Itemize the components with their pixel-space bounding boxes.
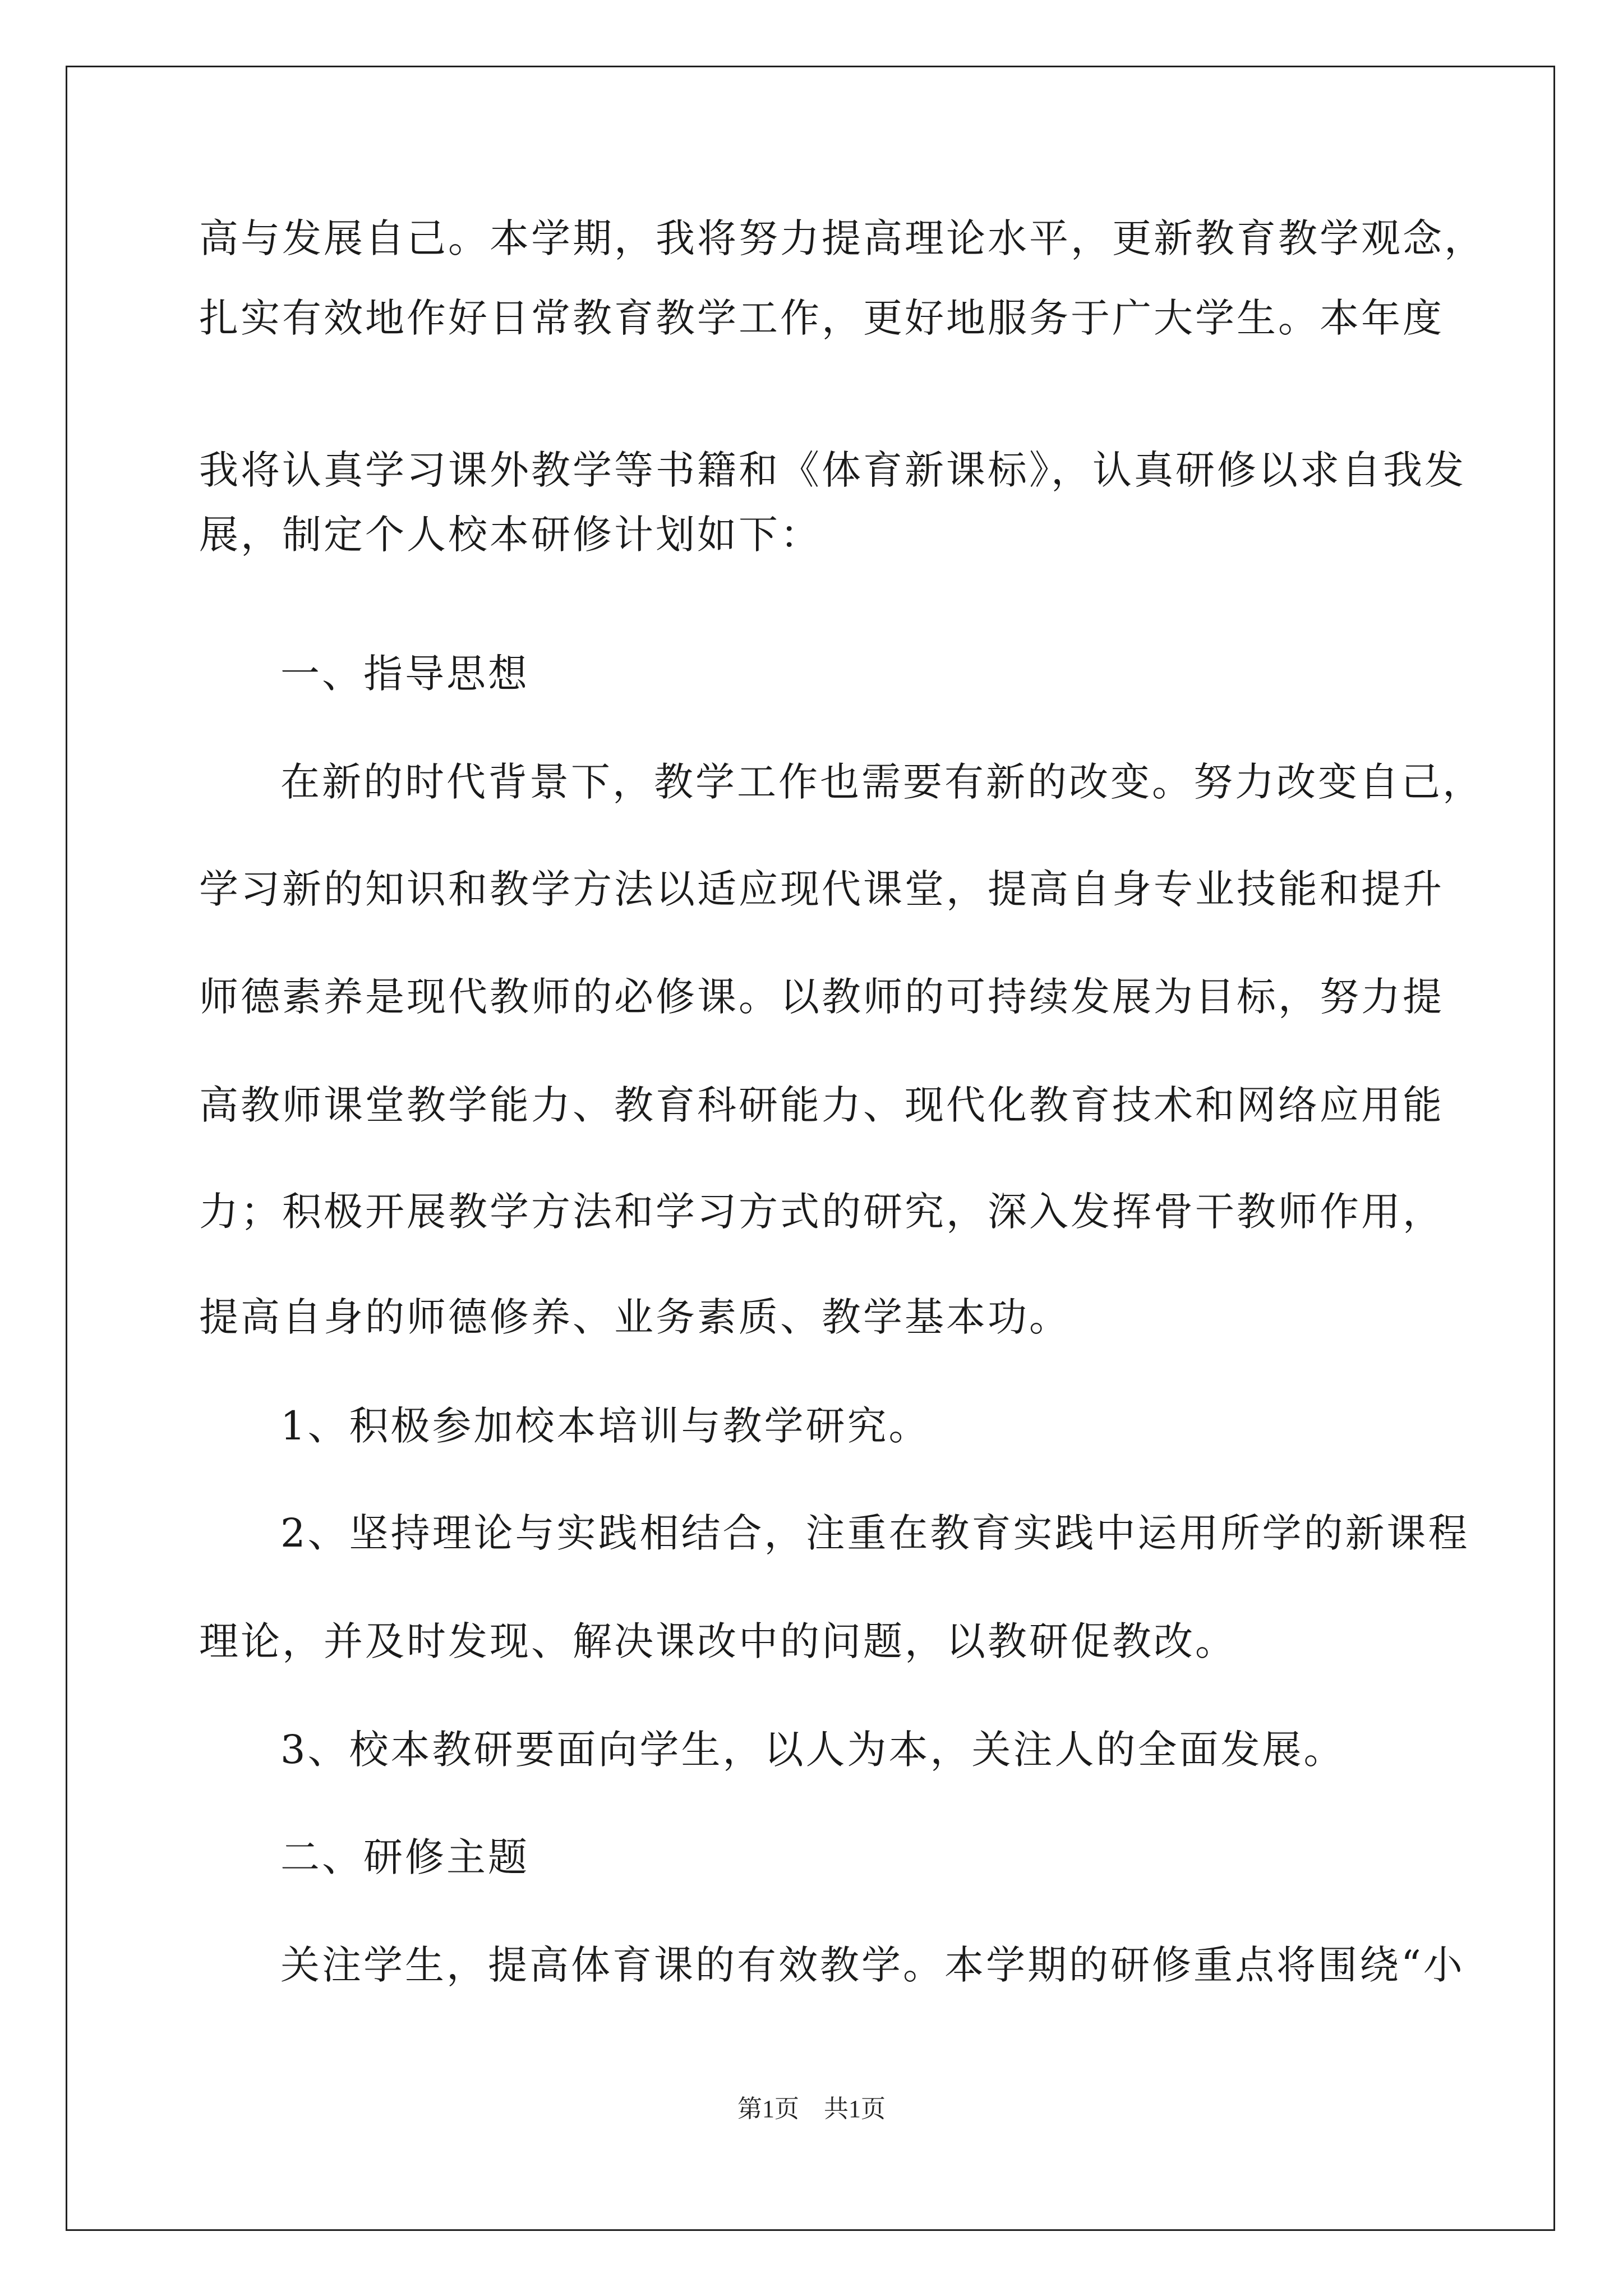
text-line: 学习新的知识和教学方法以适应现代课堂，提高自身专业技能和提升 bbox=[199, 866, 1444, 912]
page-frame bbox=[66, 66, 1555, 2231]
text-line: 力；积极开展教学方法和学习方式的研究，深入发挥骨干教师作用， bbox=[199, 1189, 1444, 1235]
section-heading: 一、指导思想 bbox=[280, 651, 529, 697]
text-line: 展，制定个人校本研修计划如下： bbox=[199, 512, 822, 558]
text-line: 我将认真学习课外教学等书籍和《体育新课标》，认真研修以求自我发 bbox=[199, 447, 1466, 493]
text-line: 师德素养是现代教师的必修课。以教师的可持续发展为目标，努力提 bbox=[199, 974, 1444, 1020]
list-item: 3、校本教研要面向学生，以人为本，关注人的全面发展。 bbox=[280, 1727, 1345, 1773]
text-line: 关注学生，提高体育课的有效教学。本学期的研修重点将围绕“小 bbox=[280, 1942, 1465, 1988]
list-item: 1、积极参加校本培训与教学研究。 bbox=[280, 1403, 930, 1449]
text-line: 理论，并及时发现、解决课改中的问题，以教研促教改。 bbox=[199, 1618, 1237, 1664]
text-line: 扎实有效地作好日常教育教学工作，更好地服务于广大学生。本年度 bbox=[199, 295, 1444, 341]
text-line: 提高自身的师德修养、业务素质、教学基本功。 bbox=[199, 1294, 1071, 1340]
section-heading: 二、研修主题 bbox=[280, 1834, 529, 1880]
text-line: 在新的时代背景下，教学工作也需要有新的改变。努力改变自己， bbox=[280, 759, 1484, 805]
text-line: 高与发展自己。本学期，我将努力提高理论水平，更新教育教学观念， bbox=[199, 215, 1486, 261]
page-number-footer: 第1页 共1页 bbox=[737, 2095, 886, 2123]
list-item: 2、坚持理论与实践相结合，注重在教育实践中运用所学的新课程 bbox=[280, 1510, 1470, 1556]
text-line: 高教师课堂教学能力、教育科研能力、现代化教育技术和网络应用能 bbox=[199, 1082, 1444, 1128]
